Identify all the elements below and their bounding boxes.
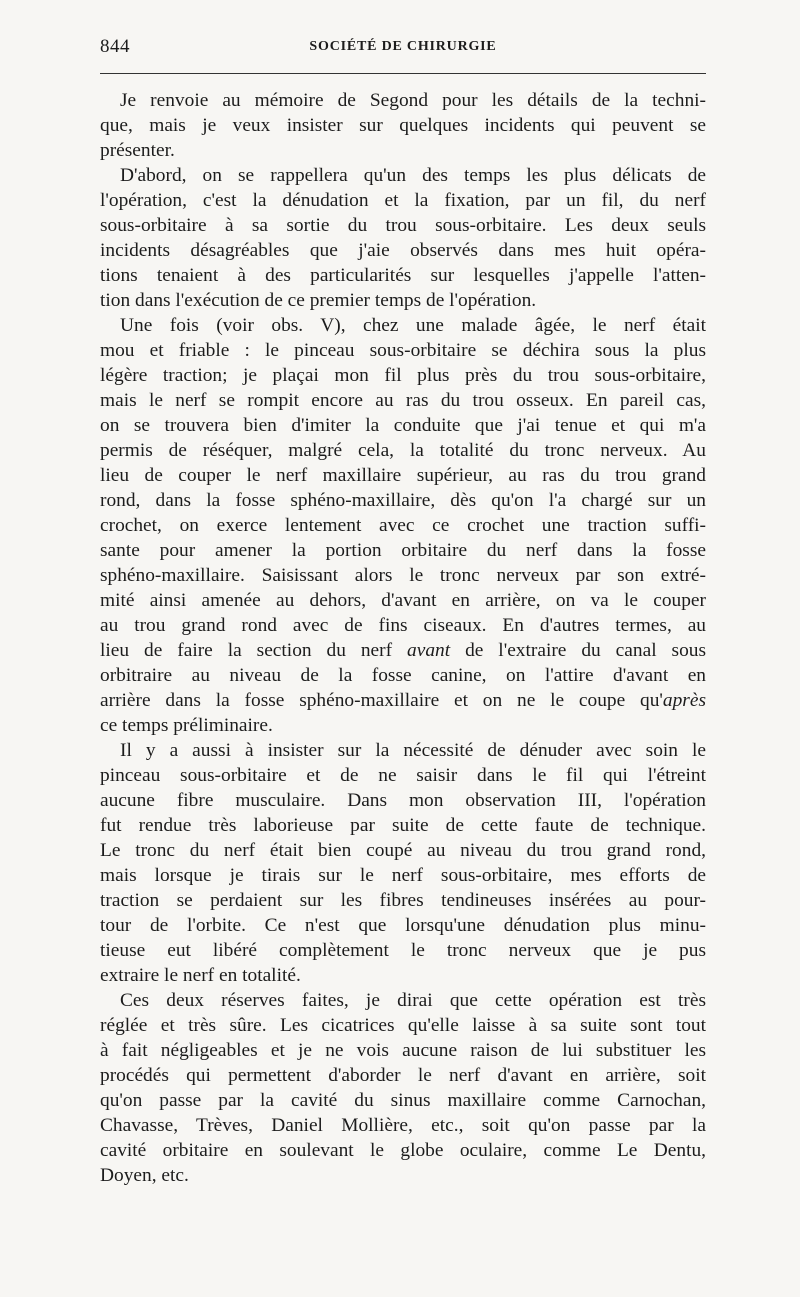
text-line: réglée et très sûre. Les cicatrices qu'elle laisse à sa suite sont tout xyxy=(100,1015,706,1036)
body-text xyxy=(100,88,706,1188)
text-line: lieu de couper le nerf maxillaire supérieur, au ras du trou grand xyxy=(100,465,706,486)
text-line: sous-orbitaire à sa sortie du trou sous-orbitaire. Les deux seuls xyxy=(100,215,706,236)
text-line: tieuse eut libéré complètement le tronc nerveux que je pus xyxy=(100,940,706,961)
text-line: on se trouvera bien d'imiter la conduite que j'ai tenue et qui m'a xyxy=(100,415,706,436)
running-title: SOCIÉTÉ DE CHIRURGIE xyxy=(309,39,497,54)
text-line: fut rendue très laborieuse par suite de cette faute de technique. xyxy=(100,815,706,836)
text-line: incidents désagréables que j'aie observés dans mes huit opéra- xyxy=(100,240,706,261)
text-line: permis de réséquer, malgré cela, la totalité du tronc nerveux. Au xyxy=(100,440,706,461)
text-line: sante pour amener la portion orbitaire du nerf dans la fosse xyxy=(100,540,706,561)
text-line: que, mais je veux insister sur quelques incidents qui peuvent se xyxy=(100,115,706,136)
text-line: cavité orbitaire en soulevant le globe oculaire, comme Le Dentu, xyxy=(100,1140,706,1161)
text-line: Il y a aussi à insister sur la nécessité de dénuder avec soin le xyxy=(120,740,706,761)
text-line: Une fois (voir obs. V), chez une malade âgée, le nerf était xyxy=(120,315,706,336)
header-rule xyxy=(100,73,706,74)
text-line: orbitraire au niveau de la fosse canine, on l'attire d'avant en xyxy=(100,665,706,686)
text-line: Je renvoie au mémoire de Segond pour les détails de la techni- xyxy=(120,90,706,111)
text-line: extraire le nerf en totalité. xyxy=(100,965,301,986)
text-line: légère traction; je plaçai mon fil plus près du trou sous-orbitaire, xyxy=(100,365,706,386)
text-line: Chavasse, Trèves, Daniel Mollière, etc., soit qu'on passe par la xyxy=(100,1115,706,1136)
text-line: sphéno-maxillaire. Saisissant alors le tronc nerveux par son extré- xyxy=(100,565,706,586)
text-line: mou et friable : le pinceau sous-orbitaire se déchira sous la plus xyxy=(100,340,706,361)
text-line: tions tenaient à des particularités sur lesquelles j'appelle l'atten- xyxy=(100,265,706,286)
text-line: pinceau sous-orbitaire et de ne saisir dans le fil qui l'étreint xyxy=(100,765,706,786)
text-line: à fait négligeables et je ne vois aucune raison de lui substituer les xyxy=(100,1040,706,1061)
page-header xyxy=(100,36,706,60)
text-line: arrière dans la fosse sphéno-maxillaire et on ne le coupe qu'après xyxy=(100,690,706,711)
page-number: 844 xyxy=(100,36,130,57)
text-line: mais le nerf se rompit encore au ras du trou osseux. En pareil cas, xyxy=(100,390,706,411)
text-line: mité ainsi amenée au dehors, d'avant en arrière, on va le couper xyxy=(100,590,706,611)
text-line: qu'on passe par la cavité du sinus maxillaire comme Carnochan, xyxy=(100,1090,706,1111)
text-line: tion dans l'exécution de ce premier temps de l'opération. xyxy=(100,290,537,311)
text-line: ce temps préliminaire. xyxy=(100,715,273,736)
text-line: traction se perdaient sur les fibres tendineuses insérées au pour- xyxy=(100,890,706,911)
text-line: Ces deux réserves faites, je dirai que cette opération est très xyxy=(120,990,706,1011)
text-line: D'abord, on se rappellera qu'un des temps les plus délicats de xyxy=(120,165,706,186)
text-line: tour de l'orbite. Ce n'est que lorsqu'une dénudation plus minu- xyxy=(100,915,706,936)
text-line: mais lorsque je tirais sur le nerf sous-orbitaire, mes efforts de xyxy=(100,865,706,886)
text-line: au trou grand rond avec de fins ciseaux. En d'autres termes, au xyxy=(100,615,706,636)
text-line: Doyen, etc. xyxy=(100,1165,189,1186)
text-line: présenter. xyxy=(100,140,175,161)
text-line: Le tronc du nerf était bien coupé au niveau du trou grand rond, xyxy=(100,840,706,861)
text-line: lieu de faire la section du nerf avant de l'extraire du canal sous xyxy=(100,640,707,661)
text-line: procédés qui permettent d'aborder le nerf d'avant en arrière, soit xyxy=(100,1065,706,1086)
text-line: rond, dans la fosse sphéno-maxillaire, dès qu'on l'a chargé sur un xyxy=(100,490,706,511)
text-line: l'opération, c'est la dénudation et la fixation, par un fil, du nerf xyxy=(100,190,706,211)
text-line: aucune fibre musculaire. Dans mon observation III, l'opération xyxy=(100,790,706,811)
text-line: crochet, on exerce lentement avec ce crochet une traction suffi- xyxy=(100,515,706,536)
